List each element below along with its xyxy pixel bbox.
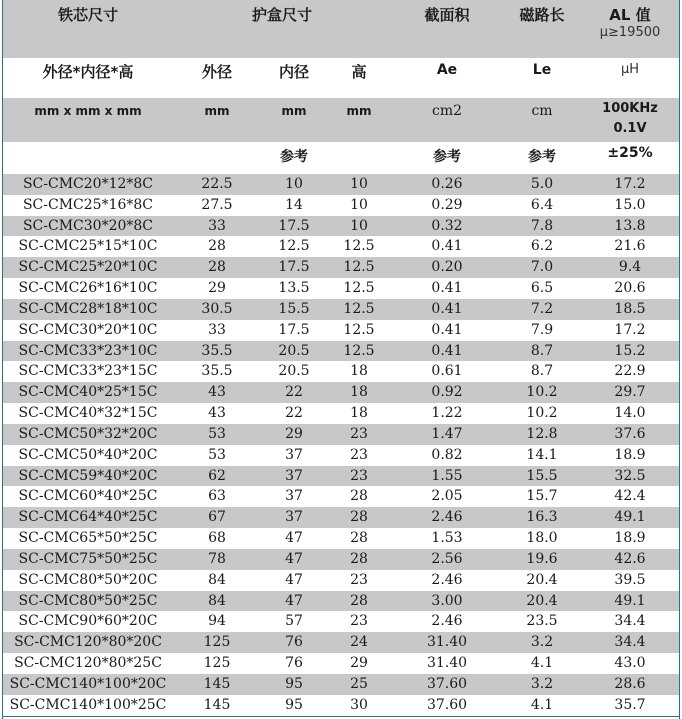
table-row (3, 278, 679, 299)
cell-part-number: SC-CMC33*23*10C (18, 342, 158, 359)
cell-part-number: SC-CMC90*60*20C (18, 613, 158, 630)
cell-outer-diameter: 94 (208, 613, 226, 630)
cell-area-ae: 0.41 (431, 300, 463, 317)
cell-path-le: 10.2 (526, 384, 558, 401)
cell-part-number: SC-CMC40*25*15C (18, 384, 158, 401)
unit-od: mm (204, 104, 230, 118)
cell-height: 18 (350, 384, 368, 401)
cell-outer-diameter: 29 (208, 280, 226, 297)
cell-height: 10 (350, 217, 368, 234)
header-reference-row (3, 142, 679, 174)
tolerance: ±25% (607, 145, 653, 161)
cell-inner-diameter: 95 (285, 696, 303, 713)
header-permeability: μ≥19500 (599, 25, 661, 40)
cell-area-ae: 1.22 (431, 405, 463, 422)
unit-h: mm (346, 104, 372, 118)
cell-outer-diameter: 43 (208, 405, 226, 422)
cell-height: 30 (350, 696, 368, 713)
cell-part-number: SC-CMC120*80*25C (14, 655, 162, 672)
table-row (3, 236, 679, 257)
cell-area-ae: 0.41 (431, 280, 463, 297)
cell-al-value: 18.9 (614, 530, 646, 547)
unit-frequency: 100KHz (602, 101, 658, 116)
cell-area-ae: 2.46 (431, 613, 463, 630)
unit-ae: cm2 (431, 103, 463, 119)
cell-part-number: SC-CMC50*40*20C (18, 446, 158, 463)
cell-height: 23 (350, 613, 368, 630)
cell-al-value: 14.0 (614, 405, 646, 422)
header-group-row (3, 0, 679, 58)
cell-height: 28 (350, 592, 368, 609)
cell-outer-diameter: 145 (203, 696, 231, 713)
cell-al-value: 28.6 (614, 675, 646, 692)
cell-area-ae: 0.61 (431, 363, 463, 380)
cell-height: 10 (350, 196, 368, 213)
cell-al-value: 17.2 (614, 321, 646, 338)
cell-al-value: 29.7 (614, 384, 646, 401)
cell-path-le: 7.8 (530, 217, 554, 234)
table-row (3, 549, 679, 570)
cell-outer-diameter: 145 (203, 675, 231, 692)
cell-inner-diameter: 47 (285, 530, 303, 547)
cell-area-ae: 3.00 (431, 592, 463, 609)
cell-al-value: 21.6 (614, 238, 646, 255)
cell-height: 28 (350, 509, 368, 526)
cell-outer-diameter: 63 (208, 488, 226, 505)
cell-path-le: 18.0 (526, 530, 558, 547)
cell-al-value: 15.0 (614, 196, 646, 213)
header-area: 截面积 (424, 6, 470, 24)
header-column-row (3, 58, 679, 98)
cell-area-ae: 2.46 (431, 509, 463, 526)
cell-part-number: SC-CMC30*20*10C (18, 321, 158, 338)
unit-le: cm (531, 103, 553, 119)
cell-outer-diameter: 53 (208, 446, 226, 463)
cell-height: 23 (350, 446, 368, 463)
cell-area-ae: 0.26 (431, 176, 463, 192)
table-row (3, 341, 679, 362)
cell-height: 12.5 (343, 238, 375, 255)
cell-path-le: 3.2 (530, 634, 554, 651)
cell-height: 28 (350, 488, 368, 505)
cell-area-ae: 0.29 (431, 196, 463, 213)
cell-area-ae: 0.82 (431, 446, 463, 463)
col-ae: Ae (436, 62, 458, 78)
cell-outer-diameter: 30.5 (201, 300, 233, 317)
right-border (679, 0, 680, 719)
cell-path-le: 7.2 (530, 300, 554, 317)
header-box-size: 护盒尺寸 (251, 6, 312, 24)
cell-inner-diameter: 22 (285, 384, 303, 401)
cell-height: 12.5 (343, 300, 375, 317)
table-row (3, 528, 679, 549)
cell-height: 10 (350, 176, 368, 192)
cell-height: 24 (350, 634, 368, 651)
cell-outer-diameter: 22.5 (201, 176, 233, 192)
cell-inner-diameter: 57 (285, 613, 303, 630)
cell-al-value: 9.4 (618, 259, 642, 276)
table-row (3, 424, 679, 445)
cell-outer-diameter: 43 (208, 384, 226, 401)
cell-al-value: 17.2 (614, 176, 646, 192)
cell-part-number: SC-CMC120*80*20C (14, 634, 162, 651)
table-row (3, 466, 679, 487)
cell-path-le: 10.2 (526, 405, 558, 422)
table-row (3, 445, 679, 466)
cell-al-value: 49.1 (614, 509, 646, 526)
cell-outer-diameter: 35.5 (201, 342, 233, 359)
cell-height: 18 (350, 405, 368, 422)
cell-area-ae: 0.20 (431, 259, 463, 276)
cell-part-number: SC-CMC50*32*20C (18, 425, 158, 442)
cell-part-number: SC-CMC60*40*25C (18, 488, 158, 505)
cell-part-number: SC-CMC40*32*15C (18, 405, 158, 422)
cell-path-le: 6.4 (530, 196, 554, 213)
cell-area-ae: 0.41 (431, 321, 463, 338)
cell-height: 29 (350, 655, 368, 672)
cell-inner-diameter: 10 (285, 176, 303, 192)
ref-area: 参考 (433, 149, 461, 165)
col-uh: μH (620, 62, 640, 77)
unit-voltage: 0.1V (613, 121, 647, 136)
table-row (3, 507, 679, 528)
header-path-length: 磁路长 (519, 6, 565, 24)
cell-part-number: SC-CMC140*100*20C (9, 675, 167, 692)
cell-part-number: SC-CMC30*20*8C (22, 217, 154, 234)
cell-area-ae: 31.40 (426, 655, 468, 672)
header-core-size: 铁芯尺寸 (57, 6, 118, 24)
cell-inner-diameter: 20.5 (278, 363, 310, 380)
cell-height: 12.5 (343, 342, 375, 359)
cell-height: 18 (350, 363, 368, 380)
cell-path-le: 15.7 (526, 488, 558, 505)
cell-al-value: 42.6 (614, 550, 646, 567)
cell-area-ae: 1.47 (431, 425, 463, 442)
cell-path-le: 19.6 (526, 550, 558, 567)
table-row (3, 382, 679, 403)
cell-inner-diameter: 76 (285, 655, 303, 672)
cell-outer-diameter: 62 (208, 467, 226, 484)
cell-height: 12.5 (343, 259, 375, 276)
cell-outer-diameter: 53 (208, 425, 226, 442)
cell-area-ae: 2.46 (431, 571, 463, 588)
cell-outer-diameter: 78 (208, 550, 226, 567)
table-row (3, 320, 679, 341)
cell-area-ae: 31.40 (426, 634, 468, 651)
cell-outer-diameter: 125 (203, 634, 231, 651)
cell-area-ae: 0.41 (431, 342, 463, 359)
cell-path-le: 16.3 (526, 509, 558, 526)
cell-al-value: 49.1 (614, 592, 646, 609)
table-row (3, 403, 679, 424)
cell-area-ae: 0.92 (431, 384, 463, 401)
col-dims: 外径*内径*高 (42, 63, 134, 81)
cell-outer-diameter: 28 (208, 238, 226, 255)
col-outer-diameter: 外径 (201, 63, 232, 81)
table-row (3, 486, 679, 507)
cell-height: 12.5 (343, 280, 375, 297)
cell-path-le: 20.4 (526, 571, 558, 588)
header-al-value: AL 值 (609, 6, 651, 24)
cell-al-value: 15.2 (614, 342, 646, 359)
cell-part-number: SC-CMC26*16*10C (18, 280, 158, 297)
cell-height: 25 (350, 675, 368, 692)
cell-inner-diameter: 17.5 (278, 217, 310, 234)
cell-al-value: 20.6 (614, 280, 646, 297)
cell-inner-diameter: 47 (285, 571, 303, 588)
cell-part-number: SC-CMC33*23*15C (18, 363, 158, 380)
cell-path-le: 7.9 (530, 321, 554, 338)
cell-al-value: 34.4 (614, 634, 646, 651)
cell-inner-diameter: 17.5 (278, 259, 310, 276)
cell-height: 23 (350, 467, 368, 484)
cell-outer-diameter: 33 (208, 217, 226, 234)
cell-inner-diameter: 12.5 (278, 238, 310, 255)
cell-path-le: 23.5 (526, 613, 558, 630)
cell-area-ae: 1.55 (431, 467, 463, 484)
unit-dims: mm x mm x mm (34, 104, 142, 118)
table-row (3, 299, 679, 320)
cell-outer-diameter: 27.5 (201, 196, 233, 213)
cell-inner-diameter: 15.5 (278, 300, 310, 317)
cell-height: 23 (350, 571, 368, 588)
cell-inner-diameter: 47 (285, 592, 303, 609)
cell-path-le: 15.5 (526, 467, 558, 484)
cell-path-le: 4.1 (530, 696, 554, 713)
cell-al-value: 39.5 (614, 571, 646, 588)
cell-inner-diameter: 37 (285, 467, 303, 484)
bottom-border (3, 716, 679, 717)
cell-path-le: 14.1 (526, 446, 558, 463)
table-row (3, 611, 679, 632)
cell-inner-diameter: 17.5 (278, 321, 310, 338)
cell-inner-diameter: 37 (285, 488, 303, 505)
cell-part-number: SC-CMC25*20*10C (18, 259, 158, 276)
header-unit-row (3, 98, 679, 142)
cell-area-ae: 0.32 (431, 217, 463, 234)
cell-outer-diameter: 33 (208, 321, 226, 338)
table-row (3, 361, 679, 382)
cell-al-value: 35.7 (614, 696, 646, 713)
cell-part-number: SC-CMC64*40*25C (18, 509, 158, 526)
table-row (3, 570, 679, 591)
table-row (3, 674, 679, 695)
cell-part-number: SC-CMC20*12*8C (22, 176, 154, 192)
table-row (3, 174, 679, 195)
cell-outer-diameter: 67 (208, 509, 226, 526)
table-row (3, 632, 679, 653)
cell-inner-diameter: 37 (285, 446, 303, 463)
cell-al-value: 37.6 (614, 425, 646, 442)
cell-part-number: SC-CMC25*16*8C (22, 196, 154, 213)
cell-area-ae: 0.41 (431, 238, 463, 255)
cell-part-number: SC-CMC75*50*25C (18, 550, 158, 567)
cell-outer-diameter: 125 (203, 655, 231, 672)
cell-part-number: SC-CMC80*50*20C (18, 571, 158, 588)
cell-part-number: SC-CMC25*15*10C (18, 238, 158, 255)
cell-path-le: 7.0 (530, 259, 554, 276)
cell-area-ae: 37.60 (426, 675, 468, 692)
cell-outer-diameter: 28 (208, 259, 226, 276)
cell-area-ae: 1.53 (431, 530, 463, 547)
table-row (3, 257, 679, 278)
cell-path-le: 6.2 (530, 238, 554, 255)
cell-height: 28 (350, 530, 368, 547)
cell-path-le: 6.5 (530, 280, 554, 297)
cell-path-le: 5.0 (530, 176, 554, 192)
cell-area-ae: 2.56 (431, 550, 463, 567)
cell-path-le: 12.8 (526, 425, 558, 442)
col-height: 高 (351, 63, 367, 81)
cell-part-number: SC-CMC28*18*10C (18, 300, 158, 317)
col-le: Le (532, 62, 552, 78)
cell-al-value: 42.4 (614, 488, 646, 505)
cell-height: 28 (350, 550, 368, 567)
cell-inner-diameter: 37 (285, 509, 303, 526)
cell-part-number: SC-CMC140*100*25C (9, 696, 167, 713)
cell-path-le: 4.1 (530, 655, 554, 672)
cell-part-number: SC-CMC65*50*25C (18, 530, 158, 547)
table-row (3, 216, 679, 237)
unit-id: mm (281, 104, 307, 118)
table-row (3, 695, 679, 716)
cell-area-ae: 37.60 (426, 696, 468, 713)
cell-part-number: SC-CMC59*40*20C (18, 467, 158, 484)
cell-outer-diameter: 35.5 (201, 363, 233, 380)
cell-height: 12.5 (343, 321, 375, 338)
cell-outer-diameter: 84 (208, 592, 226, 609)
table-row (3, 653, 679, 674)
cell-inner-diameter: 13.5 (278, 280, 310, 297)
cell-area-ae: 2.05 (431, 488, 463, 505)
cell-path-le: 3.2 (530, 675, 554, 692)
cell-al-value: 43.0 (614, 655, 646, 672)
cell-path-le: 8.7 (530, 342, 554, 359)
cell-path-le: 8.7 (530, 363, 554, 380)
cell-inner-diameter: 14 (285, 196, 303, 213)
left-border (2, 0, 3, 719)
cell-al-value: 18.5 (614, 300, 646, 317)
cell-part-number: SC-CMC80*50*25C (18, 592, 158, 609)
cell-al-value: 18.9 (614, 446, 646, 463)
col-inner-diameter: 内径 (278, 63, 309, 81)
cell-path-le: 20.4 (526, 592, 558, 609)
cell-inner-diameter: 76 (285, 634, 303, 651)
data-rows (3, 174, 679, 716)
table-row (3, 195, 679, 216)
cell-inner-diameter: 47 (285, 550, 303, 567)
cell-inner-diameter: 29 (285, 425, 303, 442)
cell-al-value: 32.5 (614, 467, 646, 484)
ref-length: 参考 (528, 149, 556, 165)
cell-inner-diameter: 20.5 (278, 342, 310, 359)
ref-inner: 参考 (280, 149, 308, 165)
cell-outer-diameter: 84 (208, 571, 226, 588)
cell-inner-diameter: 22 (285, 405, 303, 422)
cell-height: 23 (350, 425, 368, 442)
cell-inner-diameter: 95 (285, 675, 303, 692)
cell-al-value: 34.4 (614, 613, 646, 630)
cell-al-value: 22.9 (614, 363, 646, 380)
cell-outer-diameter: 68 (208, 530, 226, 547)
cell-al-value: 13.8 (614, 217, 646, 234)
table-row (3, 591, 679, 612)
